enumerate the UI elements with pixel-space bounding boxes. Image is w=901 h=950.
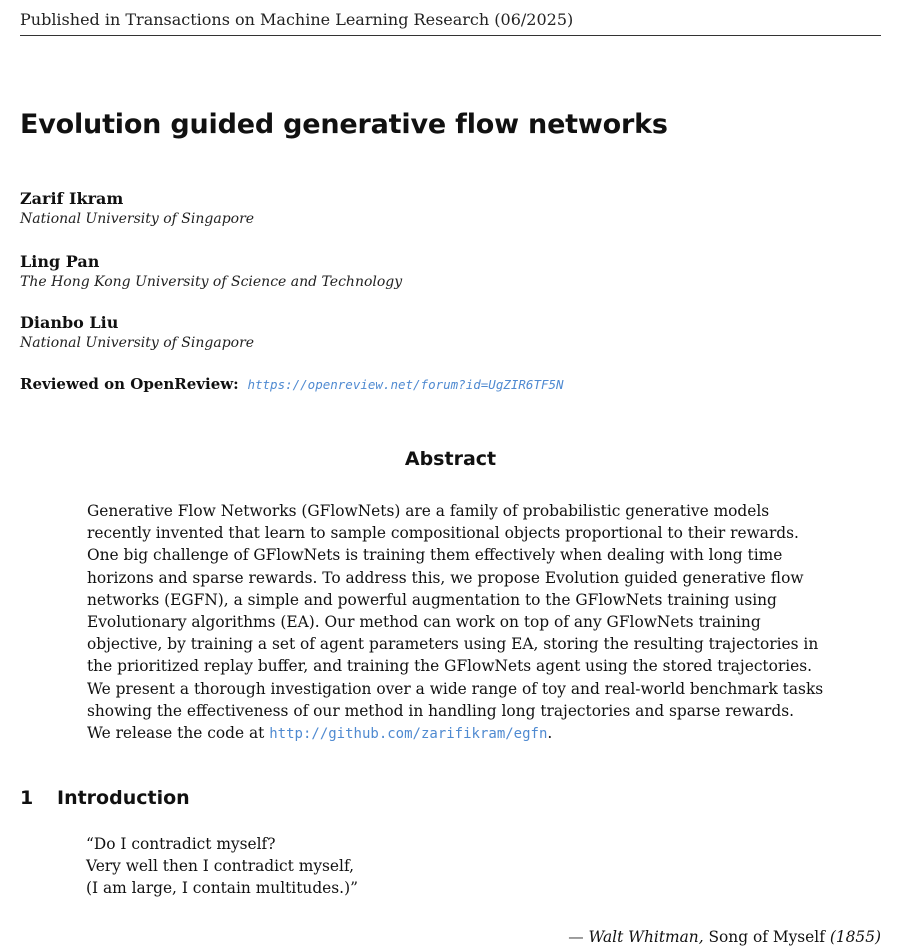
abstract-last-line [87, 722, 819, 745]
abstract-line: showing the effectiveness of our method in handling long trajectories and sparse rewards. [87, 701, 795, 720]
epigraph-quote [86, 833, 358, 899]
attribution-work: Song of Myself [708, 928, 825, 946]
abstract-line: networks (EGFN), a simple and powerful augmentation to the GFlowNets training using [87, 590, 777, 609]
review-line [20, 373, 564, 396]
author-affiliation: National University of Singapore [20, 335, 255, 351]
author-name: Dianbo Liu [20, 313, 119, 332]
abstract-body [87, 500, 824, 745]
openreview-link[interactable]: https://openreview.net/forum?id=UgZIR6TF5N [247, 377, 564, 392]
section-title: Introduction [57, 787, 190, 809]
quote-line: (I am large, I contain multitudes.)” [86, 879, 358, 897]
paper-title: Evolution guided generative flow networks [20, 109, 668, 140]
author-block [20, 189, 620, 229]
author-affiliation: The Hong Kong University of Science and Technology [20, 274, 403, 290]
author-affiliation: National University of Singapore [20, 211, 255, 227]
author-block [20, 313, 620, 353]
abstract-line: One big challenge of GFlowNets is training them effectively when dealing with long time [87, 546, 783, 565]
section-number: 1 [20, 787, 34, 809]
abstract-line: horizons and sparse rewards. To address this, we propose Evolution guided generative flow [87, 568, 804, 587]
running-header: Published in Transactions on Machine Learning Research (06/2025) [20, 10, 881, 36]
attribution-dash: — [568, 928, 584, 946]
abstract-line: We present a thorough investigation over a wide range of toy and real-world benchmark tasks [87, 679, 824, 698]
sentence-period: . [547, 724, 553, 743]
author-block [20, 252, 620, 292]
author-name: Ling Pan [20, 252, 100, 271]
abstract-line: Evolutionary algorithms (EA). Our method can work on top of any GFlowNets training [87, 613, 761, 632]
attribution-year: (1855) [829, 928, 881, 946]
abstract-line: objective, by training a set of agent parameters using EA, storing the resulting trajectories in [87, 635, 819, 654]
review-label: Reviewed on OpenReview: [20, 375, 239, 393]
quote-line: Very well then I contradict myself, [86, 857, 354, 875]
abstract-heading: Abstract [404, 448, 497, 470]
code-release-text: We release the code at [87, 724, 265, 743]
attribution-author: Walt Whitman, [588, 928, 704, 946]
author-name: Zarif Ikram [20, 189, 124, 208]
github-code-link[interactable]: http://github.com/zarifikram/egfn [269, 726, 548, 743]
abstract-line: recently invented that learn to sample compositional objects proportional to their rewards. [87, 524, 799, 543]
abstract-line: Generative Flow Networks (GFlowNets) are a family of probabilistic generative models [87, 502, 770, 520]
section-heading-introduction [20, 785, 190, 811]
abstract-line: the prioritized replay buffer, and training the GFlowNets agent using the stored trajectories. [87, 657, 813, 676]
quote-line: “Do I contradict myself? [86, 835, 276, 853]
epigraph-attribution [568, 926, 881, 948]
